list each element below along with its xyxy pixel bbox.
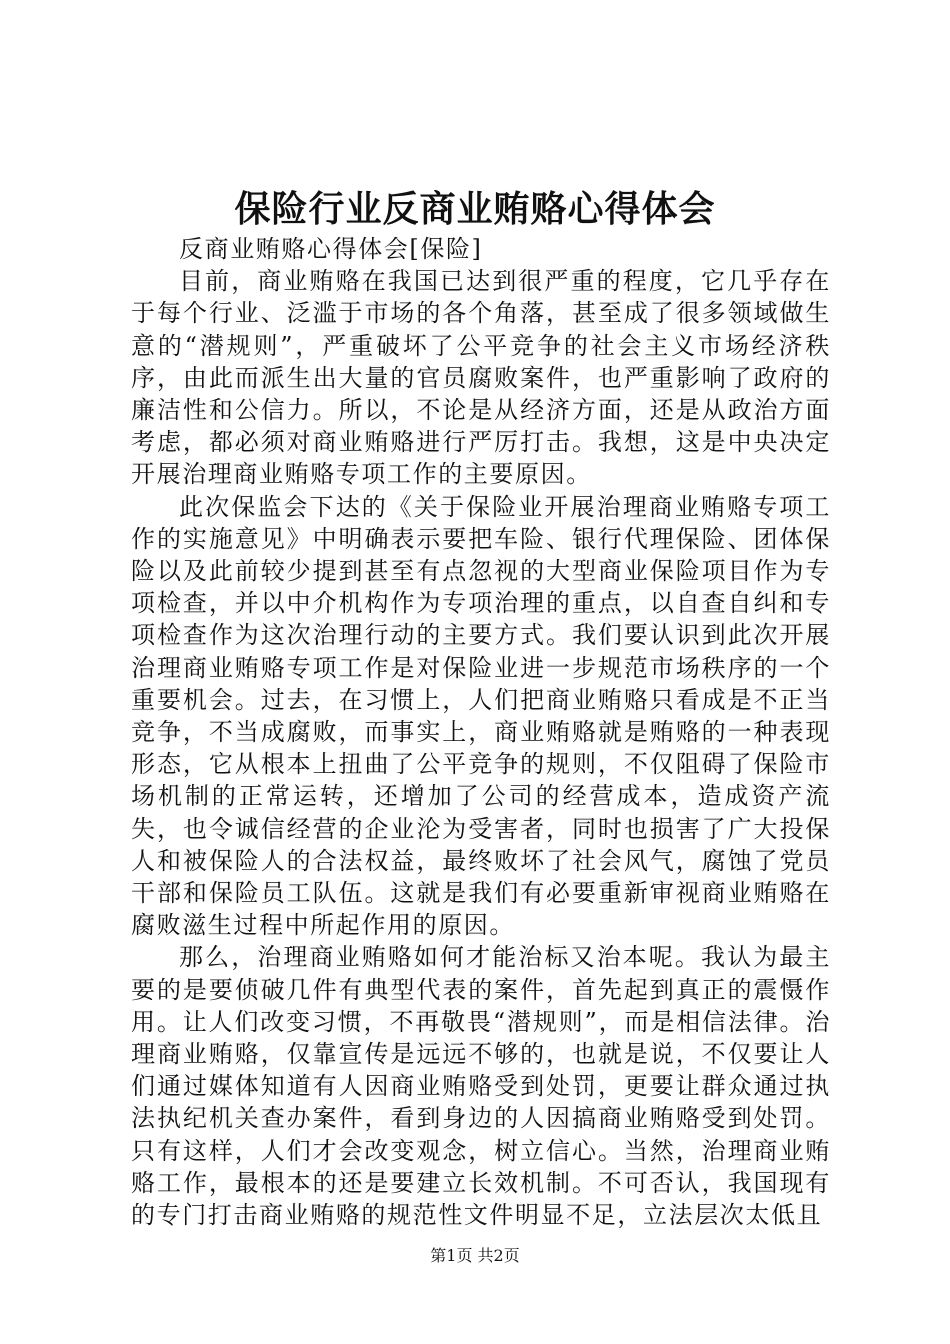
paragraph-subtitle: 反商业贿赂心得体会[保险] [179, 235, 483, 263]
page-footer: 第1页 共2页 [430, 1246, 520, 1265]
paragraph: 此次保监会下达的《关于保险业开展治理商业贿赂专项工作的实施意见》中明确表示要把车险、银行代理保险、团体保险以及此前较少提到甚至有点忽视的大型商业保险项目作为专项检查，并以中介机构作为专项治理的重点，以自查自纠和专项检查作为这次治理行动的主要方式。我们要认识到此次开展治理商业贿赂专项工作是对保险业进一步规范市场秩序的一个重要机会。过去，在习惯上，人们把商业贿赂只看成是不正当竞争，不当成腐败，而事实上，商业贿赂就是贿赂的一种表现形态，它从根本上扭曲了公平竞争的规则，不仅阻碍了保险市场机制的正常运转，还增加了公司的经营成本，造成资产流失，也令诚信经营的企业沦为受害者，同时也损害了广大投保人和被保险人的合法权益，最终败坏了社会风气，腐蚀了党员干部和保险员工队伍。这就是我们有必要重新审视商业贿赂在腐败滋生过程中所起作用的原因。 [131, 492, 831, 940]
document-title: 保险行业反商业贿赂心得体会 [234, 188, 716, 230]
document-body [131, 233, 831, 1231]
paragraph: 目前，商业贿赂在我国已达到很严重的程度，它几乎存在于每个行业、泛滥于市场的各个角落，甚至成了很多领域做生意的“潜规则”，严重破坏了公平竞争的社会主义市场经济秩序，由此而派生出大量的官员腐败案件，也严重影响了政府的廉洁性和公信力。所以，不论是从经济方面，还是从政治方面考虑，都必须对商业贿赂进行严厉打击。我想，这是中央决定开展治理商业贿赂专项工作的主要原因。 [131, 267, 831, 489]
paragraph: 那么，治理商业贿赂如何才能治标又治本呢。我认为最主要的是要侦破几件有典型代表的案件，首先起到真正的震慑作用。让人们改变习惯，不再敬畏“潜规则”，而是相信法律。治理商业贿赂，仅靠宣传是远远不够的，也就是说，不仅要让人们通过媒体知道有人因商业贿赂受到处罚，更要让群众通过执法执纪机关查办案件，看到身边的人因搞商业贿赂受到处罚。只有这样，人们才会改变观念，树立信心。当然，治理商业贿赂工作，最根本的还是要建立长效机制。不可否认，我国现有的专门打击商业贿赂的规范性文件明显不足，立法层次太低且 [131, 943, 831, 1230]
